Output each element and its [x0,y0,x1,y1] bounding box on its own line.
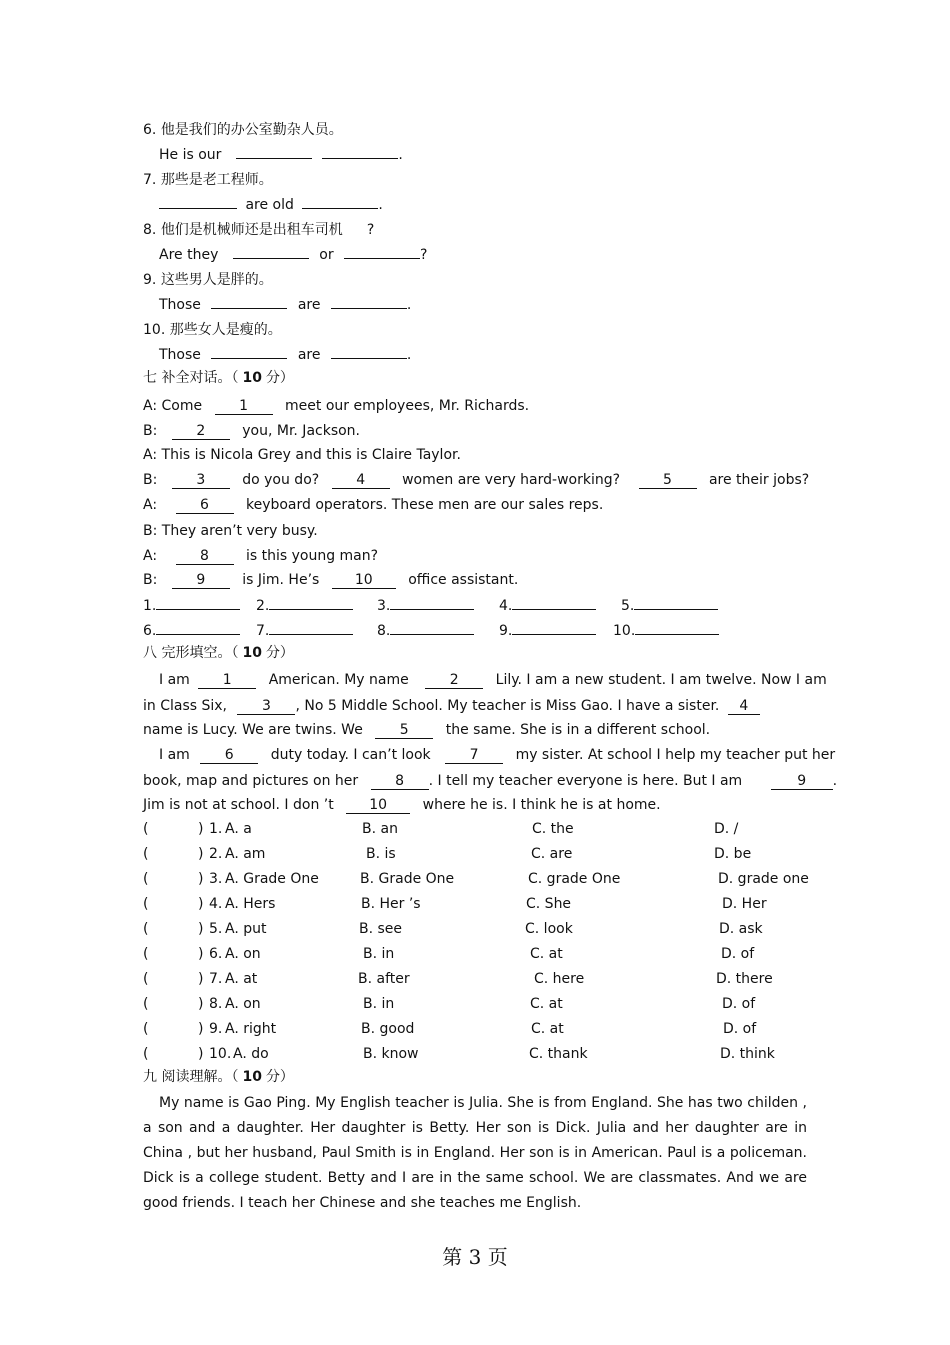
answer-blank[interactable] [390,609,474,610]
section-7-heading: 七 补全对话。（ 10 分） [143,370,294,386]
answer-paren[interactable]: ( [143,821,149,837]
cloze-p1-line1: I am 1 American. My name 2 Lily. I am a new student. I am twelve. Now I am [159,672,827,688]
blank[interactable]: 7 [445,748,503,764]
option-c[interactable]: C. thank [529,1046,588,1062]
answer-paren[interactable]: ( [143,1021,149,1037]
question-number: 8. [209,996,223,1012]
answer-blank[interactable] [634,609,718,610]
blank[interactable]: 3 [237,699,295,715]
blank[interactable]: 6 [200,748,258,764]
item-7-zh: 7. 那些是老工程师。 [143,172,273,188]
answer-paren-close: ) [198,1021,204,1037]
option-a[interactable]: A. put [225,921,267,937]
answer-paren-close: ) [198,996,204,1012]
answer-blank[interactable] [156,634,240,635]
blank[interactable]: 8 [176,549,234,565]
answer-paren-close: ) [198,1046,204,1062]
item-8-en: Are they or ? [159,247,428,263]
option-d[interactable]: D. ask [719,921,763,937]
answer-blank[interactable] [156,609,240,610]
option-c[interactable]: C. at [530,996,563,1012]
option-a[interactable]: A. on [225,996,261,1012]
question-number: 7. [209,971,223,987]
blank[interactable] [236,158,312,159]
option-b[interactable]: B. after [358,971,410,987]
option-c[interactable]: C. here [534,971,585,987]
blank[interactable]: 1 [215,399,273,415]
blank[interactable] [302,208,378,209]
dialog-line-1: A: Come 1 meet our employees, Mr. Richards. [143,398,530,414]
reading-passage: My name is Gao Ping. My English teacher is Julia. She is from England. She has two childen , a son and a daughter. Her daughter is Betty. Her son is Dick. Julia and her daughter are in China , but her husband, Paul Smith is in England. Her son is in American. Paul is a policeman. Dick is a college student. Betty and I are in the same school. We are classmates. And we are good friends. I teach her Chinese and she teaches me English. [143,1095,807,1211]
option-d[interactable]: D. Her [722,896,767,912]
question-number: 4. [209,896,223,912]
option-c[interactable]: C. at [530,946,563,962]
answer-paren-close: ) [198,971,204,987]
dialog-line-4: B: 3 do you do? 4 women are very hard-working? 5 are their jobs? [143,472,810,488]
question-number: 6. [209,946,223,962]
dialog-line-8: B: 9 is Jim. He’s 10 office assistant. [143,572,519,588]
answer-paren-close: ) [198,871,204,887]
option-b[interactable]: B. Her ’s [361,896,421,912]
option-d[interactable]: D. there [716,971,773,987]
item-10-en: Those are . [159,347,412,363]
blank[interactable] [331,308,407,309]
blank[interactable]: 9 [771,774,833,790]
option-a[interactable]: A. do [233,1046,269,1062]
option-c[interactable]: C. look [525,921,573,937]
blank[interactable]: 9 [172,573,230,589]
answer-paren[interactable]: ( [143,1046,149,1062]
option-a[interactable]: A. on [225,946,261,962]
option-d[interactable]: D. of [723,1021,757,1037]
option-b[interactable]: B. in [363,996,395,1012]
option-d[interactable]: D. / [714,821,739,837]
section-9-heading: 九 阅读理解。（ 10 分） [143,1069,294,1085]
answer-blank[interactable] [269,609,353,610]
section-8-heading: 八 完形填空。（ 10 分） [143,645,294,661]
option-c[interactable]: C. the [532,821,574,837]
answer-paren-close: ) [198,846,204,862]
blank[interactable]: 5 [639,473,697,489]
blank[interactable]: 3 [172,473,230,489]
blank[interactable] [344,258,420,259]
answer-paren[interactable]: ( [143,971,149,987]
dialog-line-2: B: 2 you, Mr. Jackson. [143,423,361,439]
answer-paren-close: ) [198,946,204,962]
option-b[interactable]: B. see [359,921,403,937]
answer-blank[interactable] [390,634,474,635]
option-d[interactable]: D. be [714,846,752,862]
blank[interactable]: 10 [332,573,396,589]
item-7-en: are old . [159,196,383,214]
answer-paren[interactable]: ( [143,846,149,862]
option-c[interactable]: C. at [531,1021,564,1037]
answer-paren[interactable]: ( [143,896,149,912]
answer-blank[interactable] [269,634,353,635]
answer-blank[interactable] [635,634,719,635]
page-footer: 第 3 页 [442,1245,508,1269]
option-a[interactable]: A. a [225,821,252,837]
option-a[interactable]: A. Grade One [225,871,319,887]
blank[interactable]: 2 [172,424,230,440]
option-b[interactable]: B. Grade One [360,871,455,887]
blank[interactable]: 10 [346,798,410,814]
answer-paren-close: ) [198,896,204,912]
option-d[interactable]: D. think [720,1046,775,1062]
option-b[interactable]: B. is [366,846,396,862]
cloze-p2-line2: book, map and pictures on her 8 . I tell my teacher everyone is here. But I am 9 . [143,773,838,789]
question-number: 9. [209,1021,223,1037]
option-b[interactable]: B. an [362,821,398,837]
question-number: 2. [209,846,223,862]
option-c[interactable]: C. She [526,896,572,912]
item-8-zh: 8. 他们是机械师还是出租车司机 ? [143,222,375,238]
blank[interactable]: 1 [198,673,256,689]
option-d[interactable]: D. grade one [718,871,809,887]
cloze-p2-line1: I am 6 duty today. I can’t look 7 my sister. At school I help my teacher put her [159,747,836,763]
item-9-en: Those are . [159,297,412,313]
option-d[interactable]: D. of [722,996,756,1012]
question-number: 10. [209,1046,232,1062]
blank[interactable]: 2 [425,673,483,689]
option-a[interactable]: A. right [225,1021,277,1037]
option-a[interactable]: A. am [225,846,266,862]
dialog-line-6: B: They aren’t very busy. [143,523,318,539]
blank[interactable] [211,358,287,359]
blank[interactable]: 5 [375,723,433,739]
blank[interactable] [211,308,287,309]
answer-paren[interactable]: ( [143,871,149,887]
blank[interactable]: 4 [332,473,390,489]
option-b[interactable]: B. in [363,946,395,962]
blank[interactable] [233,258,309,259]
item-6-zh: 6. 他是我们的办公室勤杂人员。 [143,122,343,138]
question-number: 3. [209,871,223,887]
dialog-line-5: A: 6 keyboard operators. These men are our sales reps. [143,497,604,513]
option-a[interactable]: A. Hers [225,896,276,912]
question-number: 5. [209,921,223,937]
item-9-zh: 9. 这些男人是胖的。 [143,272,273,288]
blank[interactable]: 8 [371,774,429,790]
option-b[interactable]: B. good [361,1021,415,1037]
option-a[interactable]: A. at [225,971,258,987]
blank[interactable] [331,358,407,359]
option-c[interactable]: C. grade One [528,871,621,887]
answer-blank[interactable] [512,634,596,635]
blank[interactable] [322,158,398,159]
blank[interactable]: 6 [176,498,234,514]
answer-paren[interactable]: ( [143,946,149,962]
dialog-line-3: A: This is Nicola Grey and this is Claire Taylor. [143,447,461,463]
answer-paren[interactable]: ( [143,996,149,1012]
answer-paren[interactable]: ( [143,921,149,937]
option-d[interactable]: D. of [721,946,755,962]
answer-paren-close: ) [198,821,204,837]
cloze-p1-line2: in Class Six, 3 , No 5 Middle School. My teacher is Miss Gao. I have a sister. 4 [143,697,760,715]
blank[interactable]: 4 [728,699,760,715]
answer-blank[interactable] [512,609,596,610]
option-c[interactable]: C. are [531,846,573,862]
item-6-en: He is our . [159,147,403,163]
cloze-p1-line3: name is Lucy. We are twins. We 5 the same. She is in a different school. [143,722,711,738]
option-b[interactable]: B. know [363,1046,419,1062]
answer-paren-close: ) [198,921,204,937]
item-10-zh: 10. 那些女人是瘦的。 [143,322,282,338]
blank[interactable] [159,208,237,209]
question-number: 1. [209,821,223,837]
dialog-line-7: A: 8 is this young man? [143,548,379,564]
cloze-p2-line3: Jim is not at school. I don ’t 10 where he is. I think he is at home. [143,797,661,813]
